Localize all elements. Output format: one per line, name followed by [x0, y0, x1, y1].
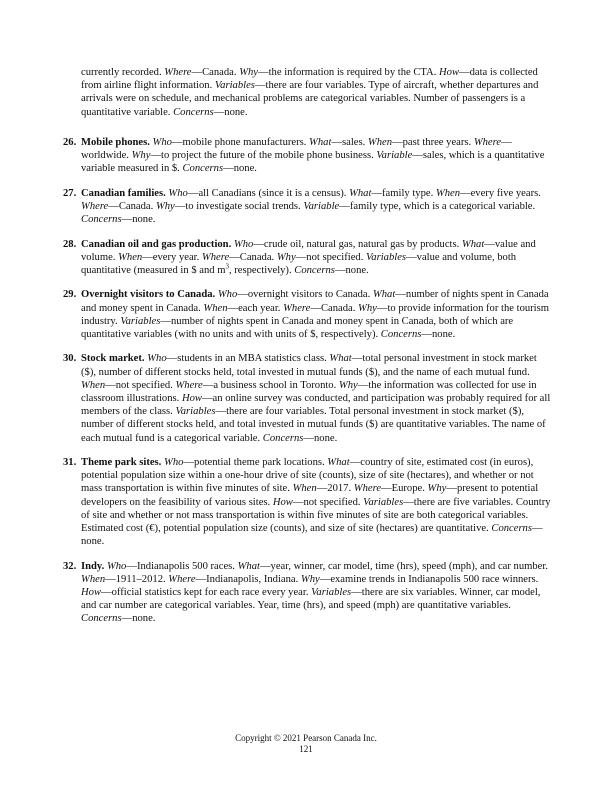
field-keyword: Where: [201, 251, 230, 263]
field-keyword: Concerns: [81, 613, 122, 625]
copyright-footer: Copyright © 2021 Pearson Canada Inc.: [235, 733, 377, 743]
body-text: —Europe.: [381, 483, 428, 495]
field-keyword: Why: [155, 201, 175, 212]
field-keyword: Where: [283, 302, 311, 314]
field-keyword: Who: [233, 238, 254, 250]
body-text: —none.: [421, 329, 456, 340]
body-text: —mobile phone manufacturers.: [171, 137, 310, 148]
field-keyword: Concerns: [491, 523, 532, 535]
body-text: —not specified.: [105, 379, 176, 391]
body-text: —none.: [213, 106, 248, 118]
body-text: —there are five variables. Country of site and whether or not mass transportation is within five minutes of site are both categorical variables. Estimated cost (€), potential population size (counts), and size of site (hectares) are quantitative.: [81, 496, 551, 535]
field-keyword: What: [329, 353, 352, 365]
field-keyword: Where: [164, 67, 192, 78]
exercise-number: 28.: [63, 238, 77, 250]
body-text: —Indianapolis, Indiana.: [195, 573, 301, 585]
field-keyword: Who: [152, 137, 172, 148]
body-text: —there are four variables. Type of aircraft, whether departures and arrivals were on schedule, and mechanical problems are categorical variables. Number of passengers is a quantitative variable.: [81, 80, 539, 118]
body-text: —not specified.: [295, 251, 367, 263]
exercise-entry: [63, 560, 553, 626]
body-text: —family type, which is a categorical variable.: [339, 201, 536, 212]
body-text: —Canada.: [310, 302, 359, 314]
body-text: —students in an MBA statistics class.: [166, 353, 330, 365]
body-text: —Canada.: [191, 67, 240, 78]
field-keyword: How: [272, 496, 293, 508]
field-keyword: Where: [353, 483, 382, 495]
field-keyword: Why: [358, 302, 377, 314]
exercise-title: Canadian oil and gas production.: [81, 238, 232, 250]
exercise-title: Theme park sites.: [81, 457, 162, 468]
field-keyword: Concerns: [173, 106, 214, 118]
field-keyword: How: [181, 393, 202, 404]
field-keyword: Why: [276, 251, 296, 263]
exercise-list: [63, 136, 553, 637]
body-text: —none.: [81, 523, 543, 548]
body-text: —none.: [223, 163, 257, 175]
exercise-entry: [63, 136, 553, 176]
body-text: —not specified.: [292, 496, 364, 508]
body-text: —data is collected from airline flight information.: [81, 67, 538, 92]
field-keyword: When: [435, 187, 460, 199]
exercise-title: Canadian families.: [81, 187, 166, 199]
field-keyword: Variables: [363, 496, 404, 508]
field-keyword: Where: [175, 379, 203, 391]
field-keyword: Variables: [175, 406, 216, 418]
exercise-number: 32.: [63, 560, 77, 572]
body-text: —2017.: [316, 483, 354, 495]
field-keyword: Who: [147, 353, 167, 365]
body-text: —year, winner, car model, time (hrs), speed (mph), and car number.: [259, 560, 548, 572]
body-text: —country of site, estimated cost (in euros), potential population size within a one-hour drive of site (counts), size of site (hectares), and whether or not mass transportation is within five minutes of site.: [81, 457, 534, 495]
body-text: —overnight visitors to Canada.: [237, 289, 373, 301]
field-keyword: When: [367, 137, 393, 148]
body-text: —sales.: [331, 137, 368, 148]
body-text: —family type.: [371, 187, 436, 199]
field-keyword: Concerns: [182, 163, 224, 175]
body-text: —to investigate social trends.: [174, 201, 304, 212]
body-text: —the information is required by the CTA.: [258, 67, 439, 78]
body-text: —past three years.: [392, 137, 474, 148]
body-text: —present to potential developers on the feasibility of various sites.: [81, 483, 539, 508]
field-keyword: Variable: [376, 150, 413, 162]
field-keyword: Concerns: [294, 265, 335, 276]
field-keyword: When: [203, 302, 228, 314]
field-keyword: When: [118, 251, 143, 263]
body-text: —examine trends in Indianapolis 500 race winners.: [319, 573, 539, 585]
body-text: —none.: [334, 265, 369, 276]
page-number: 121: [299, 744, 313, 754]
body-text: —potential theme park locations.: [183, 457, 328, 468]
exercise-title: Stock market.: [81, 353, 145, 365]
exercise-number: 30.: [63, 353, 77, 365]
field-keyword: How: [81, 587, 102, 599]
exercise-entry: [63, 187, 553, 227]
field-keyword: When: [292, 483, 317, 495]
field-keyword: Where: [81, 201, 109, 212]
body-text: —there are six variables. Winner, car model, and car number are categorical variables. Year, time (hrs), and speed (mph) are quantitative variables.: [81, 587, 541, 612]
field-keyword: Why: [427, 483, 447, 495]
field-keyword: What: [372, 289, 396, 301]
body-text: —all Canadians (since it is a census).: [187, 187, 350, 199]
field-keyword: Why: [239, 67, 259, 78]
field-keyword: Variables: [120, 315, 161, 327]
body-text: —Canada.: [229, 251, 277, 263]
field-keyword: Variables: [311, 587, 352, 599]
body-text: —1911–2012.: [105, 573, 169, 585]
exercise-entry: [63, 238, 553, 278]
field-keyword: Why: [338, 379, 358, 391]
exercise-entry: [63, 352, 553, 444]
field-keyword: What: [237, 560, 260, 572]
body-text: —value and volume.: [81, 238, 536, 263]
body-text: —official statistics kept for each race every year.: [101, 587, 312, 599]
field-keyword: Why: [300, 573, 320, 585]
superscript: 3: [225, 262, 229, 271]
exercise-number: 31.: [63, 457, 77, 468]
body-text: —number of nights spent in Canada and money spent in Canada.: [81, 289, 549, 314]
body-text: , respectively).: [228, 265, 295, 276]
body-text: —to provide information for the tourism industry.: [81, 302, 549, 327]
exercise-entry: [63, 288, 553, 341]
exercise-entry: [63, 456, 553, 548]
body-text: —Canada.: [108, 201, 156, 212]
body-text: —total personal investment in stock market ($), number of different stocks held, total invested in mutual funds ($), and the name of each mutual fund.: [81, 353, 537, 378]
field-keyword: Concerns: [81, 214, 122, 226]
field-keyword: Who: [217, 289, 238, 301]
body-text: —sales, which is a quantitative variable measured in $.: [81, 150, 545, 175]
field-keyword: What: [309, 137, 332, 148]
body-text: —the information was collected for use in classroom illustrations.: [81, 379, 537, 404]
field-keyword: Concerns: [262, 432, 304, 444]
body-text: —every five years.: [460, 187, 541, 199]
body-text: —crude oil, natural gas, natural gas by products.: [253, 238, 462, 250]
field-keyword: Where: [473, 137, 502, 148]
field-keyword: Where: [168, 573, 196, 585]
body-text: —every year.: [142, 251, 202, 263]
body-text: currently recorded.: [81, 67, 165, 78]
field-keyword: What: [461, 238, 485, 250]
body-text: —worldwide.: [81, 137, 512, 162]
field-keyword: Who: [106, 560, 127, 572]
body-text: —each year.: [227, 302, 284, 314]
field-keyword: Variable: [303, 201, 340, 212]
field-keyword: What: [349, 187, 372, 199]
exercise-title: Overnight visitors to Canada.: [81, 289, 216, 301]
field-keyword: Variables: [366, 251, 407, 263]
field-keyword: Who: [164, 457, 184, 468]
field-keyword: How: [439, 67, 460, 78]
body-text: —none.: [303, 432, 338, 444]
body-text: —there are four variables. Total personal investment in stock market ($), number of different stocks held, and total invested in mutual funds ($) are quantitative variables. The name of each mutual fund is a categorical variable.: [81, 406, 546, 444]
exercise-number: 27.: [63, 187, 77, 199]
continuation-paragraph: [81, 66, 551, 119]
field-keyword: Who: [168, 187, 188, 199]
field-keyword: Concerns: [380, 329, 422, 340]
field-keyword: When: [81, 573, 106, 585]
field-keyword: What: [327, 457, 350, 468]
body-text: —a business school in Toronto.: [202, 379, 339, 391]
field-keyword: Why: [131, 150, 151, 162]
body-text: —an online survey was conducted, and participation was probably required for all members of the class.: [81, 393, 551, 418]
body-text: —none.: [121, 613, 156, 625]
body-text: —Indianapolis 500 races.: [126, 560, 238, 572]
exercise-number: 29.: [63, 289, 77, 301]
exercise-number: 26.: [63, 137, 77, 148]
field-keyword: Variables: [214, 80, 255, 92]
body-text: —to project the future of the mobile phone business.: [150, 150, 377, 162]
field-keyword: When: [81, 379, 106, 391]
exercise-title: Mobile phones.: [81, 137, 150, 148]
body-text: —value and volume, both quantitative (measured in $ and m: [81, 251, 517, 276]
exercise-title: Indy.: [81, 560, 105, 572]
body-text: —number of nights spent in Canada and money spent in Canada, both of which are quantitative variables (with no units and with units of $, respectively).: [81, 315, 514, 340]
body-text: —none.: [121, 214, 156, 226]
